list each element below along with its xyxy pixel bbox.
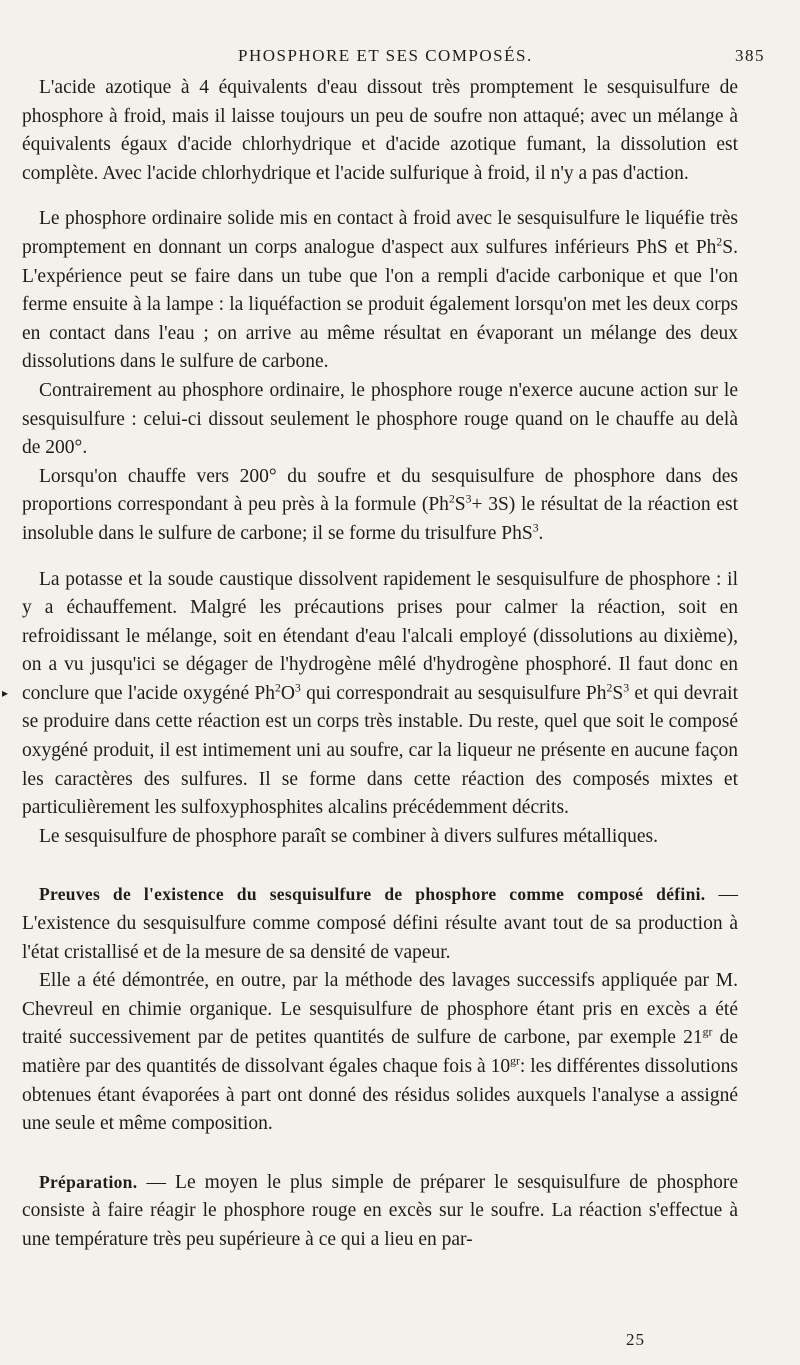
running-title: PHOSPHORE ET SES COMPOSÉS.: [238, 46, 533, 65]
paragraph-sulfures-metalliques: Le sesquisulfure de phosphore paraît se combiner à divers sulfures métalliques.: [39, 825, 658, 847]
text-body: [22, 74, 738, 1255]
paragraph-potasse-soude: La potasse et la soude caustique dissolvent rapidement le sesquisulfure de phosphore : il y a échauffement. Malgré les précautions prises pour calmer la réaction, soit en refroidissant le mélange, soit en étendant d'eau l'alcali employé (dissolutions au dixième), on a vu jusqu'ici se dégager de l'hydrogène mêlé d'hydrogène phosphoré. Il faut donc en conclure que l'acide oxygéné $Ph^2O^3$ qui correspondrait au sesquisulfure $Ph^2S^3$ et qui devrait se produire dans cette réaction est un corps très instable. Du reste, quel que soit le composé oxygéné produit, il est intimement uni au soufre, car la liqueur ne présente en aucune façon les caractères des sulfures. Il se forme dans cette réaction des composés mixtes et particulièrement les sulfoxyphosphites alcalins précédemment décrits.: [22, 568, 738, 819]
section-heading-preparation: Préparation.: [39, 1171, 138, 1192]
paragraph-phosphore-ordinaire: Le phosphore ordinaire solide mis en contact à froid avec le sesquisulfure le liquéfie très promptement en donnant un corps analogue d'aspect aux sulfures inférieurs PhS et Ph$^2$S. L'expérience peut se faire dans un tube que l'on a rempli d'acide carbonique et que l'on ferme ensuite à la lampe : la liquéfaction se produit également lorsqu'on met les deux corps en contact dans l'eau ; on arrive au même résultat en évaporant un mélange des deux dissolutions dans le sulfure de carbone.: [22, 208, 738, 373]
page-number: 385: [735, 46, 765, 65]
margin-mark: ▸: [2, 686, 9, 700]
section-heading-preuves: Preuves de l'existence du sesquisulfure de phosphore comme composé défini.: [39, 884, 706, 905]
paragraph-preparation: Préparation. — Le moyen le plus simple de préparer le sesquisulfure de phosphore consiste à faire réagir le phosphore rouge en excès sur le soufre. La réaction s'effectue à une température très peu supérieure à ce qui a lieu en par-: [22, 1171, 738, 1250]
signature-mark: 25: [626, 1330, 645, 1349]
paragraph-acide-azotique: L'acide azotique à 4 équivalents d'eau dissout très promptement le sesquisulfure de phosphore à froid, mais il laisse toujours un peu de soufre non attaqué; avec un mélange à équivalents égaux d'acide chlorhydrique et d'acide azotique fumant, la dissolution est complète. Avec l'acide chlorhydrique et l'acide sulfurique à froid, il n'y a pas d'action.: [22, 77, 738, 184]
paragraph-preuves: Preuves de l'existence du sesquisulfure de phosphore comme composé défini. — L'existence du sesquisulfure comme composé défini résulte avant tout de sa production à l'état cristallisé et de la mesure de sa densité de vapeur.: [22, 884, 738, 963]
paragraph-phosphore-rouge: Contrairement au phosphore ordinaire, le phosphore rouge n'exerce aucune action sur le sesquisulfure : celui-ci dissout seulement le phosphore rouge quand on le chauffe au delà de 200°.: [22, 379, 738, 459]
paragraph-soufre-chauffe: Lorsqu'on chauffe vers 200° du soufre et du sesquisulfure de phosphore dans des proportions correspondant à peu près à la formule $(Ph^2S^3+ 3S)$ le résultat de la réaction est insoluble dans le sulfure de carbone; il se forme du trisulfure PhS$^3$.: [22, 465, 738, 544]
paragraph-lavages-successifs: Elle a été démontrée, en outre, par la méthode des lavages successifs appliquée par M. Chevreul en chimie organique. Le sesquisulfure de phosphore étant pris en excès a été traité successivement par de petites quantités de sulfure de carbone, par exemple $21^{gr}$ de matière par des quantités de dissolvant égales chaque fois à $10^{gr}$: les différentes dissolutions obtenues étant évaporées à part ont donné des résidus solides auxquels l'analyse a assigné une seule et même composition.: [22, 970, 739, 1135]
